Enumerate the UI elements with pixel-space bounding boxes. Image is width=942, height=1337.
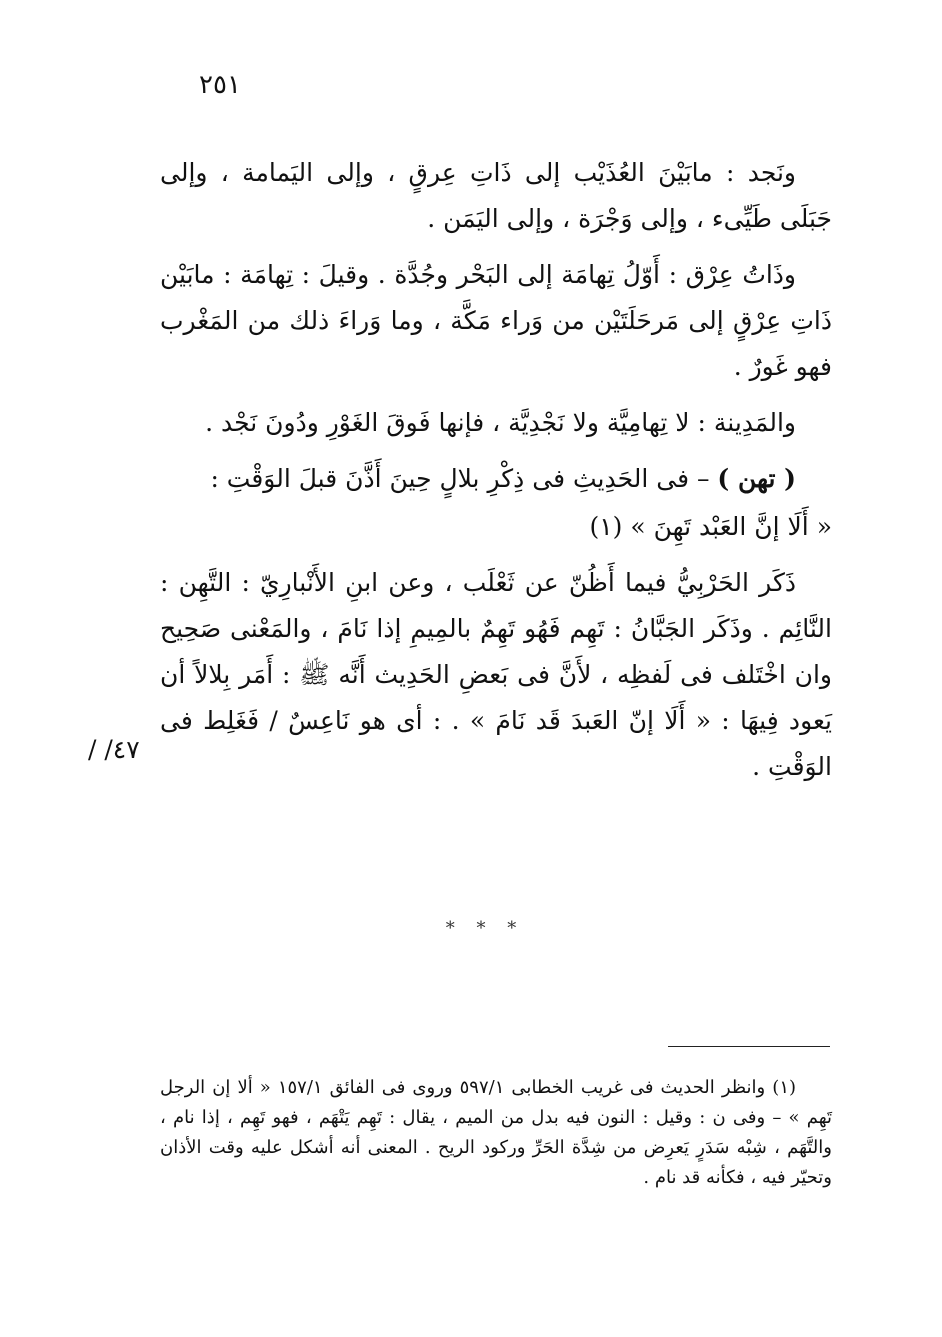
page-number: ٢٥١ <box>199 70 241 100</box>
footnote-1: (١) وانظر الحديث فى غريب الخطابى ٥٩٧/١ وروى فى الفائق ١٥٧/١ « ألا إن الرجل تَهِم » – وفى ن : وقيل : النون فيه بدل من الميم ، يقال : تَهِم يَتْهَم ، فهو تَهِم ، إذا نام ، والتَّهَم ، شِبْه سَدَرٍ يَعرِض من شِدَّة الحَرِّ وركود الريح . المعنى أنه أشكل عليه وقت الأذان وتحيّر فيه ، فكأنه قد نام . <box>160 1077 832 1188</box>
hadith-quote: « أَلَا إنَّ العَبْد تَهِنَ » (١) <box>589 512 832 541</box>
margin-folio-note: ٤٧/ / <box>88 735 140 764</box>
main-text <box>160 150 832 800</box>
section-separator: * * * <box>445 918 525 939</box>
entry-text: – فى الحَدِيثِ فى ذِكْرِ بلالٍ حِينَ أَذَّنَ قبلَ الوَقْتِ : <box>210 464 718 493</box>
footnotes <box>160 1073 832 1193</box>
entry-headword: ( تهن ) <box>717 464 796 493</box>
paragraph-dhat-irq: وذَاتُ عِرْق : أَوّلُ تِهامَة إلى البَحْر وجُدَّة . وقيلَ : تِهامَة : مابَيْن ذَاتِ عِرْقٍ إلى مَرحَلَتَيْن من وَراء مَكَّة ، وما وَراءَ ذلك من المَغْرب فهو غَورٌ . <box>160 260 832 381</box>
footnote-divider <box>668 1046 830 1047</box>
paragraph-madina: والمَدِينة : لا تِهامِيَّة ولا نَجْدِيَّة ، فإنها فَوقَ الغَوْرِ ودُونَ نَجْد . <box>205 408 796 437</box>
paragraph-tahin-entry <box>160 456 832 502</box>
paragraph-najd: ونَجد : مابَيْنَ العُذَيْب إلى ذَاتِ عِرقٍ ، وإلى اليَمامة ، وإلى جَبَلَى طَيِّىء ، وإلى وَجْرَة ، وإلى اليَمَن . <box>160 158 832 233</box>
paragraph-harbi: ذَكَر الحَرْبِيُّ فيما أَظُنّ عن ثَعْلَب ، وعن ابنِ الأَنْبارِيّ : التَّهِن : النَّائِم . وذَكَر الجَبَّانُ : تَهِم فَهُو تَهِمٌ بالمِيمِ إذا نَامَ ، والمَعْنى صَحِيح وان اخْتَلف فى لَفظِه ، لأَنَّ فى بَعضِ الحَدِيث أَنَّه ﷺ : أَمَر بِلالاً أن يَعود فِيهَا : « أَلَا إنّ العَبدَ قَد نَامَ » . : أى هو نَاعِسٌ / فَغَلِط فى الوَقْتِ . <box>160 568 832 781</box>
